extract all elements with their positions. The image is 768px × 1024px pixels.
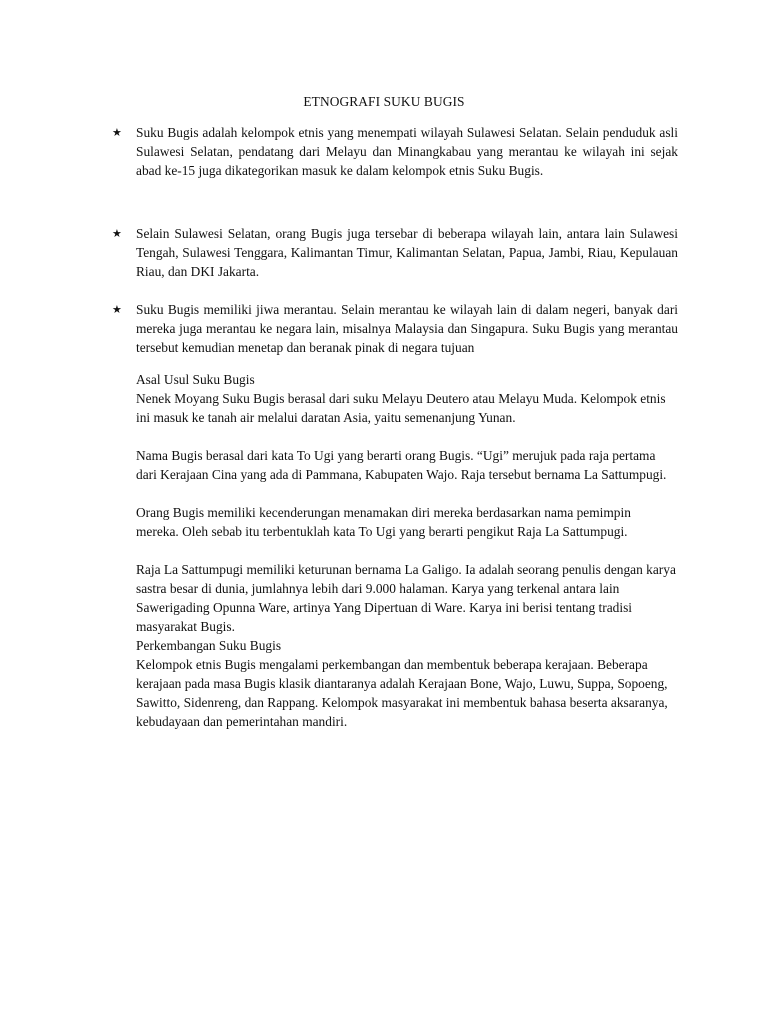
paragraph: Orang Bugis memiliki kecenderungan menamakan diri mereka berdasarkan nama pemimpin mereka. Oleh sebab itu terbentuklah kata To Ugi yang berarti pengikut Raja La Sattumpugi.: [136, 505, 631, 539]
paragraph: Kelompok etnis Bugis mengalami perkembangan dan membentuk beberapa kerajaan. Beberapa kerajaan pada masa Bugis klasik diantaranya adalah Kerajaan Bone, Wajo, Luwu, Suppa, Sopoeng, Sawitto, Sidenreng, dan Rappang. Kelompok masyarakat ini membentuk bahasa beserta aksaranya, kebudayaan dan pemerintahan mandiri.: [136, 657, 668, 729]
bullet-item: [112, 123, 678, 180]
section-heading: Perkembangan Suku Bugis: [136, 638, 282, 653]
paragraph: Nenek Moyang Suku Bugis berasal dari suku Melayu Deutero atau Melayu Muda. Kelompok etnis ini masuk ke tanah air melalui daratan Asia, yaitu semenanjung Yunan.: [136, 391, 666, 425]
section-heading: Asal Usul Suku Bugis: [136, 372, 255, 387]
star-icon: ★: [112, 303, 122, 316]
paragraph: Nama Bugis berasal dari kata To Ugi yang berarti orang Bugis. “Ugi” merujuk pada raja pertama dari Kerajaan Cina yang ada di Pammana, Kabupaten Wajo. Raja tersebut bernama La Sattumpugi.: [136, 448, 667, 482]
star-icon: ★: [112, 227, 122, 240]
paragraph: Raja La Sattumpugi memiliki keturunan bernama La Galigo. Ia adalah seorang penulis dengan karya sastra besar di dunia, jumlahnya lebih dari 9.000 halaman. Karya yang terkenal antara lain Sawerigading Opunna Ware, artinya Yang Dipertuan di Ware. Karya ini berisi tentang tradisi masyarakat Bugis.: [136, 562, 676, 634]
document-title: ETNOGRAFI SUKU BUGIS: [303, 94, 465, 109]
bullet-item: [112, 300, 678, 357]
bullet-item: [112, 224, 678, 281]
bullet-text: Selain Sulawesi Selatan, orang Bugis juga tersebar di beberapa wilayah lain, antara lain Sulawesi Tengah, Sulawesi Tenggara, Kalimantan Timur, Kalimantan Selatan, Papua, Jambi, Riau, Kepulauan Riau, dan DKI Jakarta.: [136, 226, 678, 279]
bullet-text: Suku Bugis adalah kelompok etnis yang menempati wilayah Sulawesi Selatan. Selain penduduk asli Sulawesi Selatan, pendatang dari Melayu dan Minangkabau yang merantau ke wilayah ini sejak abad ke-15 juga dikategorikan masuk ke dalam kelompok etnis Suku Bugis.: [136, 125, 678, 178]
bullet-text: Suku Bugis memiliki jiwa merantau. Selain merantau ke wilayah lain di dalam negeri, banyak dari mereka juga merantau ke negara lain, misalnya Malaysia dan Singapura. Suku Bugis yang merantau tersebut kemudian menetap dan beranak pinak di negara tujuan: [136, 302, 678, 355]
body-sections: [136, 370, 676, 731]
star-icon: ★: [112, 126, 122, 139]
